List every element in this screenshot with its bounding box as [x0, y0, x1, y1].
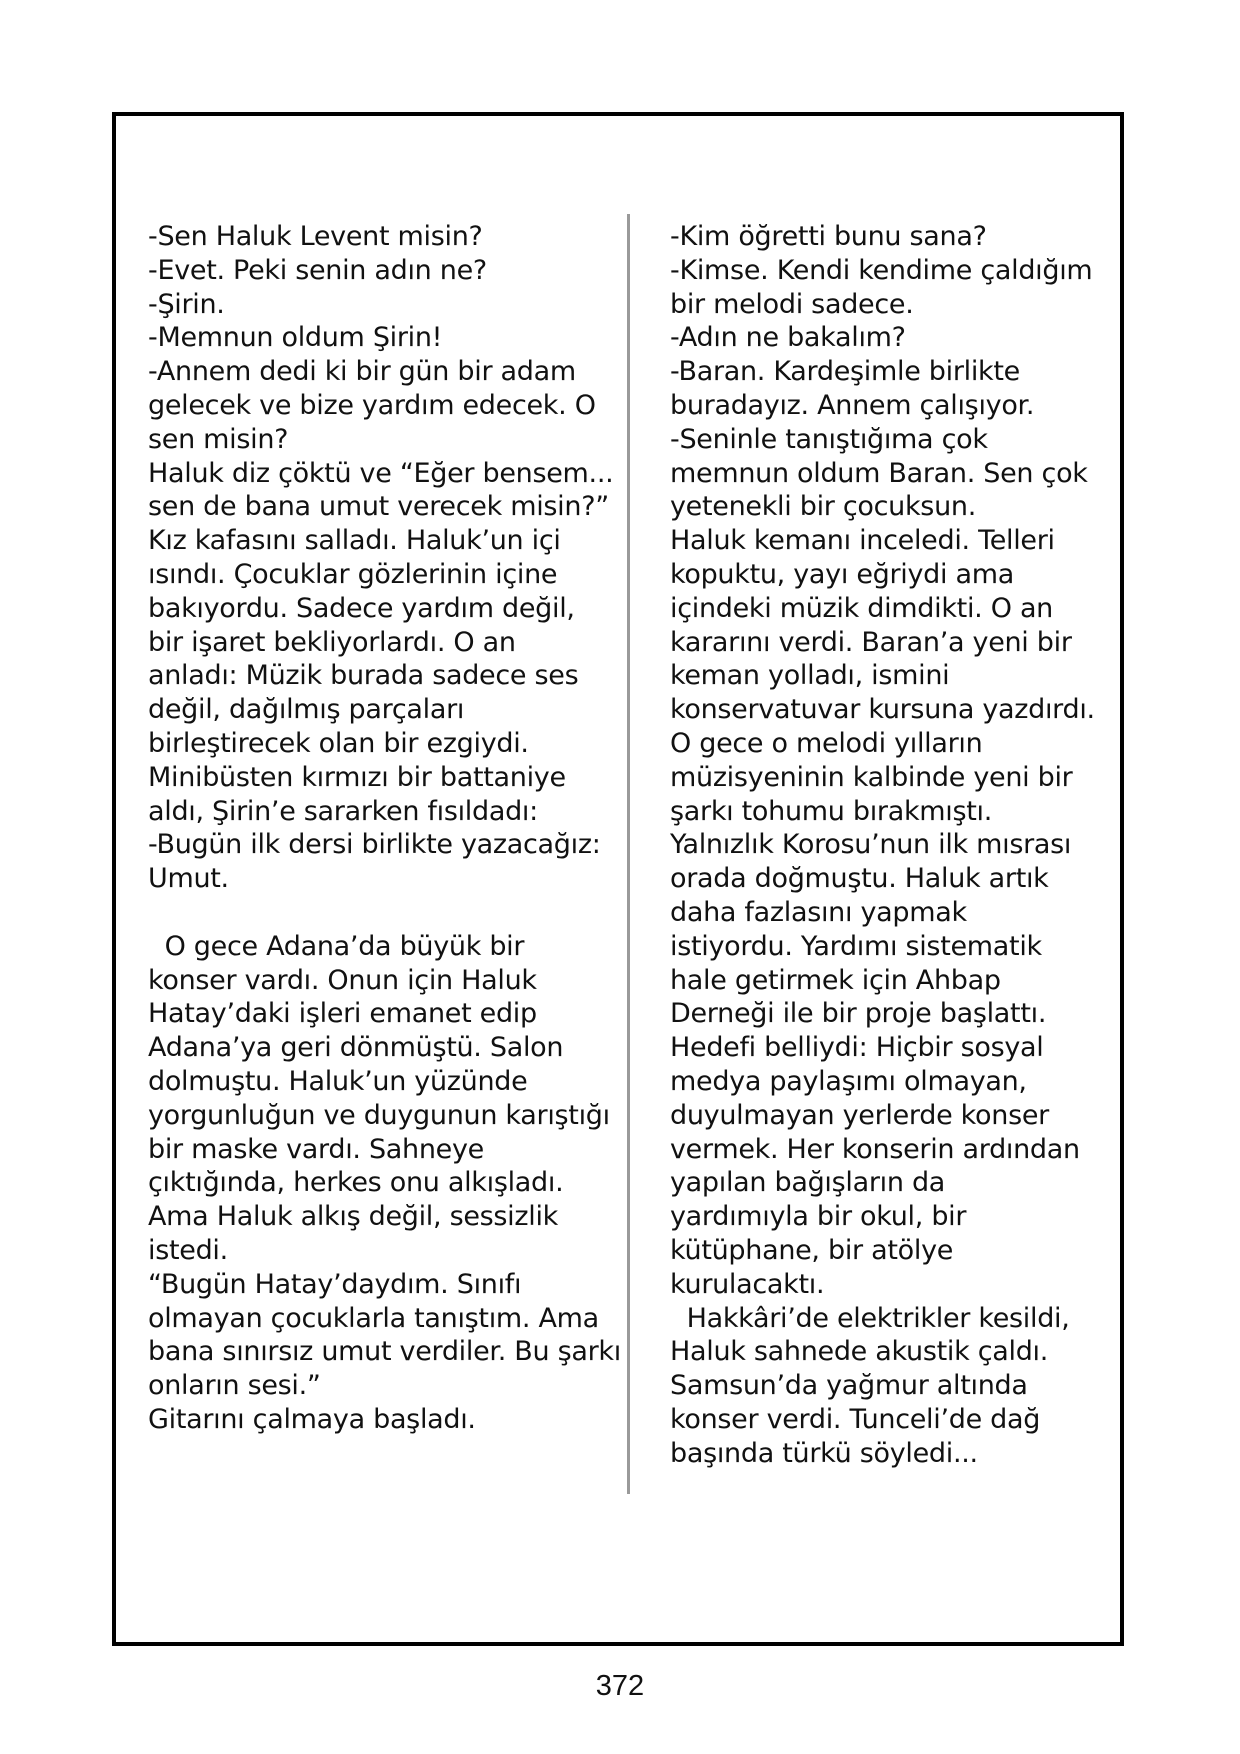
text-line: daha fazlasını yapmak [670, 896, 967, 928]
text-line: konser vardı. Onun için Haluk [148, 964, 537, 996]
text-line: Derneği ile bir proje başlattı. [670, 998, 1047, 1030]
text-line: kurulacaktı. [670, 1268, 825, 1300]
text-line: yapılan bağışların da [670, 1167, 946, 1199]
text-line: istedi. [148, 1234, 228, 1266]
page-number: 372 [595, 1670, 645, 1702]
text-line: kopuktu, yayı eğriydi ama [670, 558, 1014, 590]
text-line: bakıyordu. Sadece yardım değil, [148, 592, 575, 624]
text-line: -Baran. Kardeşimle birlikte [670, 356, 1020, 388]
text-line: olmayan çocuklarla tanıştım. Ama [148, 1302, 599, 1334]
text-line: yorgunluğun ve duygunun karıştığı [148, 1099, 610, 1131]
text-line: -Kim öğretti bunu sana? [670, 221, 987, 252]
text-line: bana sınırsız umut verdiler. Bu şarkı [148, 1336, 621, 1368]
left-text-column [148, 220, 621, 1437]
text-line: duyulmayan yerlerde konser [670, 1099, 1049, 1131]
text-line: -Seninle tanıştığıma çok [670, 423, 988, 455]
text-line: yardımıyla bir okul, bir [670, 1201, 967, 1233]
text-line: memnun oldum Baran. Sen çok [670, 457, 1088, 489]
text-line: O gece o melodi yılların [670, 727, 983, 759]
text-line: çıktığında, herkes onu alkışladı. [148, 1167, 564, 1199]
text-line: birleştirecek olan bir ezgiydi. [148, 727, 529, 759]
text-line: müzisyeninin kalbinde yeni bir [670, 761, 1073, 793]
text-line: Hedefi belliydi: Hiçbir sosyal [670, 1032, 1044, 1064]
paragraph-gap [148, 896, 608, 930]
text-line: buradayız. Annem çalışıyor. [670, 389, 1035, 421]
text-line: konservatuvar kursuna yazdırdı. [670, 694, 1095, 726]
text-line: bir melodi sadece. [670, 288, 914, 320]
text-line: dolmuştu. Haluk’un yüzünde [148, 1065, 528, 1097]
text-line: -Evet. Peki senin adın ne? [148, 254, 487, 286]
text-line: yetenekli bir çocuksun. [670, 491, 976, 523]
text-line: -Annem dedi ki bir gün bir adam [148, 356, 576, 388]
text-line: anladı: Müzik burada sadece ses [148, 660, 579, 692]
text-line: Haluk diz çöktü ve “Eğer bensem... [148, 457, 614, 489]
text-line: şarkı tohumu bırakmıştı. [670, 795, 993, 827]
text-line: kütüphane, bir atölye [670, 1234, 954, 1266]
text-line: Umut. [148, 863, 229, 895]
text-line: kararını verdi. Baran’a yeni bir [670, 626, 1072, 658]
text-line: Haluk kemanı inceledi. Telleri [670, 525, 1055, 557]
text-line: Hatay’daki işleri emanet edip [148, 998, 537, 1030]
text-line: bir maske vardı. Sahneye [148, 1133, 484, 1165]
right-text-column [670, 220, 1100, 1470]
text-line: Yalnızlık Korosu’nun ilk mısrası [670, 829, 1072, 861]
text-line: Gitarını çalmaya başladı. [148, 1403, 476, 1435]
text-line: Ama Haluk alkış değil, sessizlik [148, 1201, 558, 1233]
text-line: vermek. Her konserin ardından [670, 1133, 1080, 1165]
text-line: başında türkü söyledi... [670, 1437, 978, 1469]
text-line: bir işaret bekliyorlardı. O an [148, 626, 516, 658]
text-line: istiyordu. Yardımı sistematik [670, 930, 1042, 962]
text-line: değil, dağılmış parçaları [148, 694, 465, 726]
text-line: Haluk sahnede akustik çaldı. [670, 1336, 1049, 1368]
text-line: konser verdi. Tunceli’de dağ [670, 1403, 1041, 1435]
text-line: -Şirin. [148, 288, 225, 320]
text-line: Kız kafasını salladı. Haluk’un içi [148, 525, 561, 557]
text-line: Samsun’da yağmur altında [670, 1370, 1028, 1402]
text-line: içindeki müzik dimdikti. O an [670, 592, 1053, 624]
text-line: -Bugün ilk dersi birlikte yazacağız: [148, 829, 601, 861]
text-line: medya paylaşımı olmayan, [670, 1065, 1027, 1097]
text-line: Hakkâri’de elektrikler kesildi, [670, 1302, 1070, 1334]
text-line: -Adın ne bakalım? [670, 322, 906, 354]
text-line: Minibüsten kırmızı bir battaniye [148, 761, 566, 793]
text-line: hale getirmek için Ahbap [670, 964, 1001, 996]
text-line: gelecek ve bize yardım edecek. O [148, 389, 596, 421]
text-line: sen misin? [148, 423, 289, 455]
text-line: keman yolladı, ismini [670, 660, 950, 692]
text-line: sen de bana umut verecek misin?” [148, 491, 609, 523]
text-line: -Memnun oldum Şirin! [148, 322, 443, 354]
column-divider [627, 214, 630, 1494]
text-line: aldı, Şirin’e sararken fısıldadı: [148, 795, 538, 827]
text-line: ısındı. Çocuklar gözlerinin içine [148, 558, 558, 590]
text-line: Adana’ya geri dönmüştü. Salon [148, 1032, 564, 1064]
text-line: -Kimse. Kendi kendime çaldığım [670, 254, 1093, 286]
text-line: O gece Adana’da büyük bir [148, 930, 525, 962]
text-line: “Bugün Hatay’daydım. Sınıfı [148, 1268, 522, 1300]
text-line: -Sen Haluk Levent misin? [148, 221, 483, 252]
text-line: orada doğmuştu. Haluk artık [670, 863, 1049, 895]
text-line: onların sesi.” [148, 1370, 321, 1402]
